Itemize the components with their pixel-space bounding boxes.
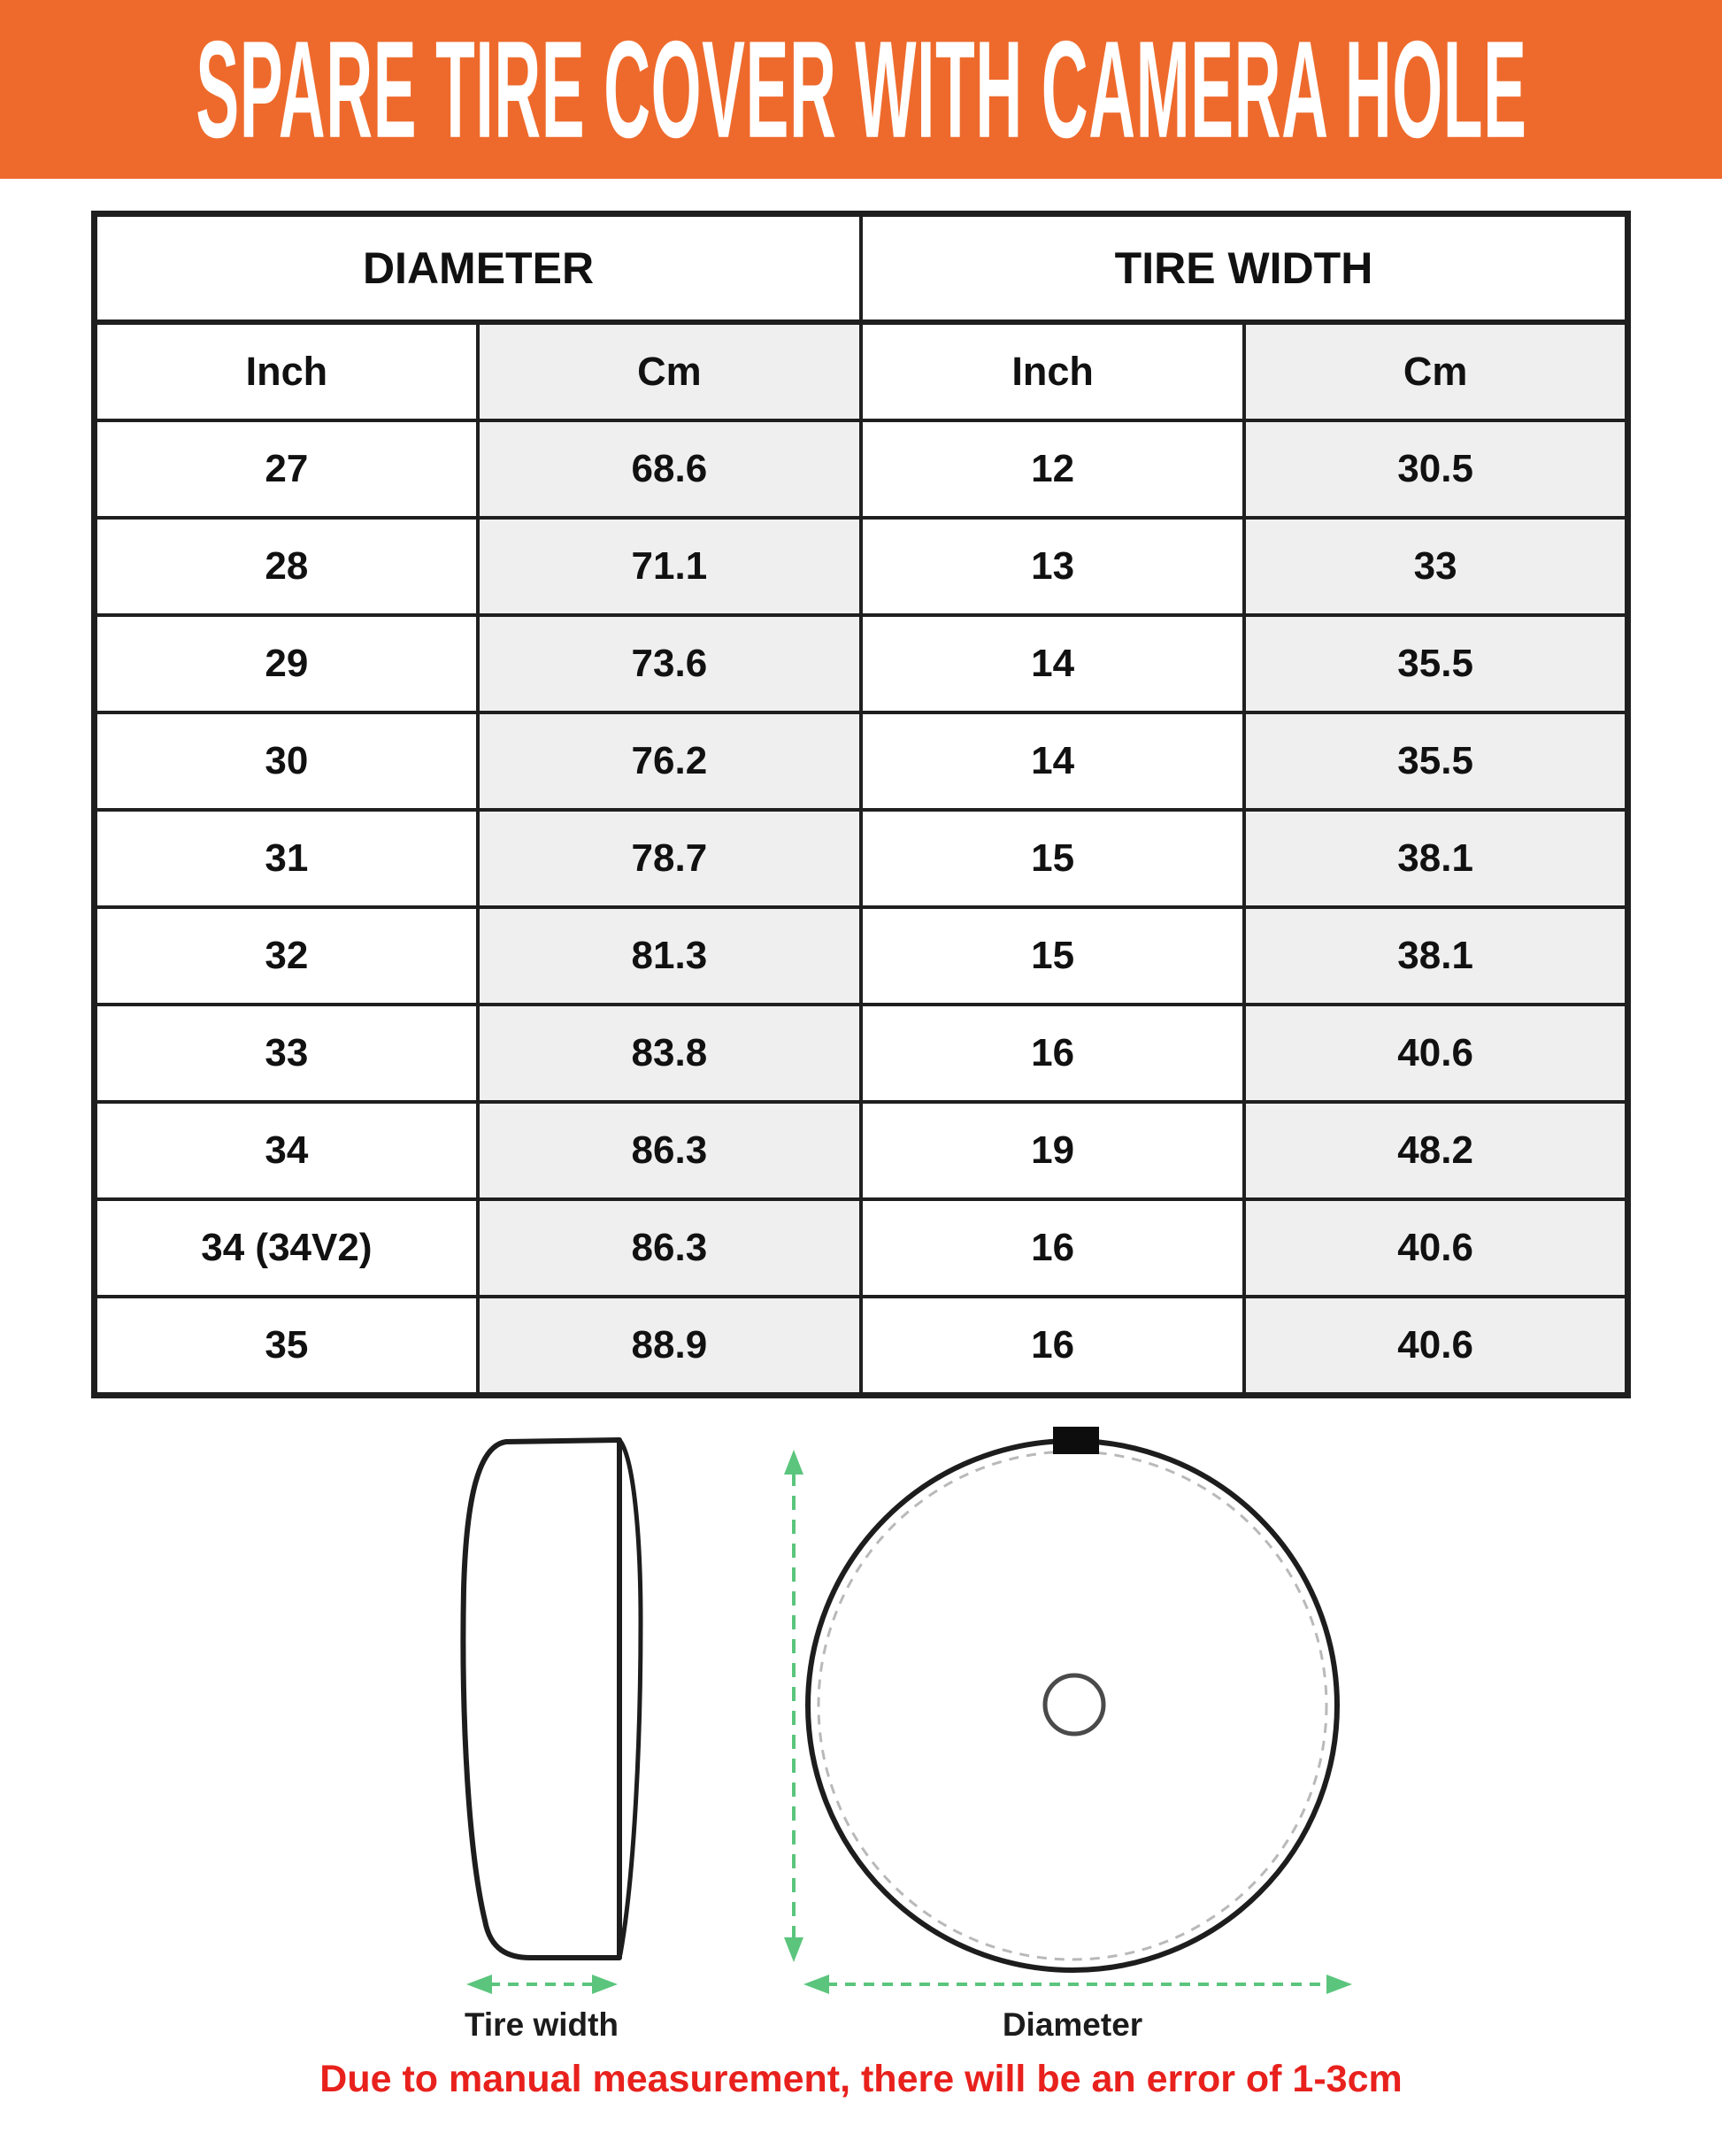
- table-row: [95, 1297, 1628, 1396]
- size-cell: 13: [861, 518, 1244, 615]
- size-cell: 33: [95, 1005, 478, 1102]
- size-cell: 86.3: [478, 1102, 861, 1199]
- camera-mount-rect: [1053, 1427, 1099, 1454]
- tire-side-view: [463, 1440, 641, 1958]
- section-header-tire-width: TIRE WIDTH: [861, 214, 1628, 323]
- size-cell: 40.6: [1244, 1199, 1627, 1297]
- table-row: [95, 712, 1628, 810]
- size-cell: 14: [861, 712, 1244, 810]
- size-cell: 34: [95, 1102, 478, 1199]
- size-table: [91, 211, 1631, 1398]
- size-cell: 35: [95, 1297, 478, 1396]
- section-header-row: [95, 214, 1628, 323]
- size-cell: 30: [95, 712, 478, 810]
- size-cell: 15: [861, 810, 1244, 907]
- size-cell: 88.9: [478, 1297, 861, 1396]
- size-cell: 32: [95, 907, 478, 1005]
- diameter-arrow: [803, 1975, 1352, 1994]
- size-cell: 31: [95, 810, 478, 907]
- size-cell: 68.6: [478, 420, 861, 518]
- col-header-width-cm: Cm: [1244, 322, 1627, 420]
- size-cell: 35.5: [1244, 712, 1627, 810]
- size-cell: 33: [1244, 518, 1627, 615]
- col-header-diameter-inch: Inch: [95, 322, 478, 420]
- column-header-row: [95, 322, 1628, 420]
- size-cell: 48.2: [1244, 1102, 1627, 1199]
- size-cell: 38.1: [1244, 810, 1627, 907]
- size-cell: 40.6: [1244, 1297, 1627, 1396]
- size-cell: 28: [95, 518, 478, 615]
- table-row: [95, 907, 1628, 1005]
- size-cell: 86.3: [478, 1199, 861, 1297]
- diameter-label: Diameter: [1002, 2006, 1143, 2043]
- size-cell: 78.7: [478, 810, 861, 907]
- size-cell: 16: [861, 1005, 1244, 1102]
- col-header-width-inch: Inch: [861, 322, 1244, 420]
- size-cell: 19: [861, 1102, 1244, 1199]
- size-cell: 35.5: [1244, 615, 1627, 712]
- tire-width-arrow: [466, 1975, 618, 1994]
- section-header-diameter: DIAMETER: [95, 214, 862, 323]
- diameter-vertical-arrow: [784, 1450, 803, 1962]
- size-cell: 34 (34V2): [95, 1199, 478, 1297]
- size-cell: 16: [861, 1297, 1244, 1396]
- size-cell: 15: [861, 907, 1244, 1005]
- size-cell: 81.3: [478, 907, 861, 1005]
- table-row: [95, 420, 1628, 518]
- size-cell: 73.6: [478, 615, 861, 712]
- size-table-body: [95, 420, 1628, 1396]
- size-cell: 40.6: [1244, 1005, 1627, 1102]
- table-row: [95, 1005, 1628, 1102]
- size-cell: 83.8: [478, 1005, 861, 1102]
- table-row: [95, 1102, 1628, 1199]
- size-cell: 29: [95, 615, 478, 712]
- col-header-diameter-cm: Cm: [478, 322, 861, 420]
- size-cell: 27: [95, 420, 478, 518]
- size-cell: 12: [861, 420, 1244, 518]
- table-row: [95, 518, 1628, 615]
- table-row: [95, 810, 1628, 907]
- size-cell: 76.2: [478, 712, 861, 810]
- size-table-wrap: [91, 211, 1631, 1398]
- measurement-diagrams: [0, 1398, 1722, 2098]
- tire-front-view: [808, 1427, 1337, 1970]
- table-row: [95, 1199, 1628, 1297]
- camera-hole-circle: [1045, 1675, 1103, 1734]
- measurement-note: Due to manual measurement, there will be an error of 1-3cm: [319, 2058, 1403, 2100]
- tire-width-label: Tire width: [464, 2006, 619, 2043]
- banner: [0, 0, 1722, 179]
- tire-diagram-svg: [0, 1398, 1722, 2098]
- size-cell: 16: [861, 1199, 1244, 1297]
- size-cell: 38.1: [1244, 907, 1627, 1005]
- size-cell: 14: [861, 615, 1244, 712]
- size-cell: 71.1: [478, 518, 861, 615]
- page-title: SPARE TIRE COVER WITH CAMERA HOLE: [195, 12, 1527, 167]
- table-row: [95, 615, 1628, 712]
- size-cell: 30.5: [1244, 420, 1627, 518]
